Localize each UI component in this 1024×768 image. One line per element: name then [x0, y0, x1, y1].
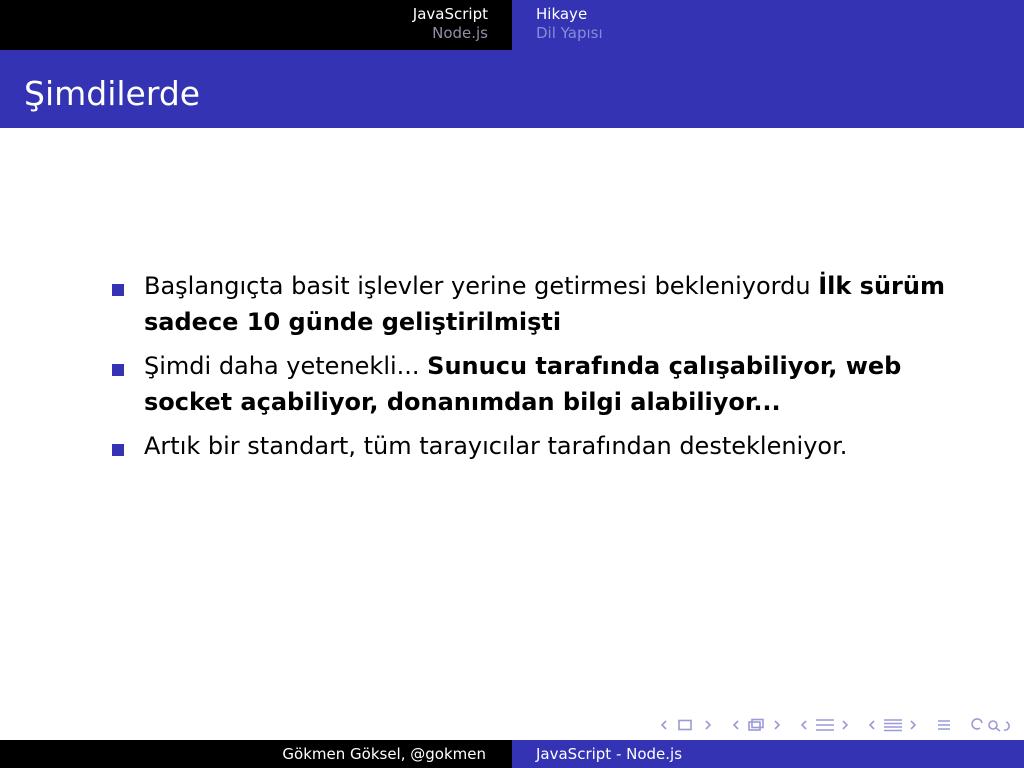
item-text: Artık bir standart, tüm tarayıcılar tarafından destekleniyor.: [144, 432, 848, 460]
header-right-panel: [512, 0, 1024, 50]
footer-title: JavaScript - Node.js: [536, 745, 683, 763]
subsection-nav-icon[interactable]: [732, 718, 782, 732]
footer-right-panel: [512, 740, 1024, 768]
search-icon[interactable]: [970, 718, 1010, 732]
footer-bar: [0, 740, 1024, 768]
nav-subsection-nodejs[interactable]: Node.js: [432, 24, 488, 42]
beamer-navigation-symbols: [660, 712, 1010, 738]
bullet-icon: [112, 364, 124, 376]
header-left-panel: [0, 0, 512, 50]
section-nav-icon[interactable]: [800, 718, 850, 732]
item-text: Şimdi daha yetenekli...: [144, 352, 428, 380]
footer-author: Gökmen Göksel, @gokmen: [282, 745, 486, 763]
item-emphasis: İlk sürüm sadece 10 günde geliştirilmişti: [144, 272, 945, 336]
frame-title: Şimdilerde: [24, 74, 201, 113]
frame-title-bar: [0, 50, 1024, 128]
bullet-icon: [112, 444, 124, 456]
list-item: [112, 268, 952, 340]
bullet-icon: [112, 284, 124, 296]
list-item: [112, 428, 952, 464]
item-text: Başlangıçta basit işlevler yerine getirmesi bekleniyordu: [144, 272, 819, 300]
nav-section-hikaye[interactable]: Hikaye: [536, 5, 588, 23]
slide-content: [112, 268, 952, 472]
align-icon[interactable]: [936, 718, 952, 732]
header-navigation: [0, 0, 1024, 50]
nav-subsection-dil-yapisi[interactable]: Dil Yapısı: [536, 24, 603, 42]
footer-left-panel: [0, 740, 512, 768]
list-item: [112, 348, 952, 420]
frame-nav-icon[interactable]: [660, 718, 714, 732]
item-emphasis: Sunucu tarafında çalışabiliyor, web socket açabiliyor, donanımdan bilgi alabiliyor...: [144, 352, 902, 416]
nav-section-javascript[interactable]: JavaScript: [412, 5, 488, 23]
document-nav-icon[interactable]: [868, 718, 918, 732]
